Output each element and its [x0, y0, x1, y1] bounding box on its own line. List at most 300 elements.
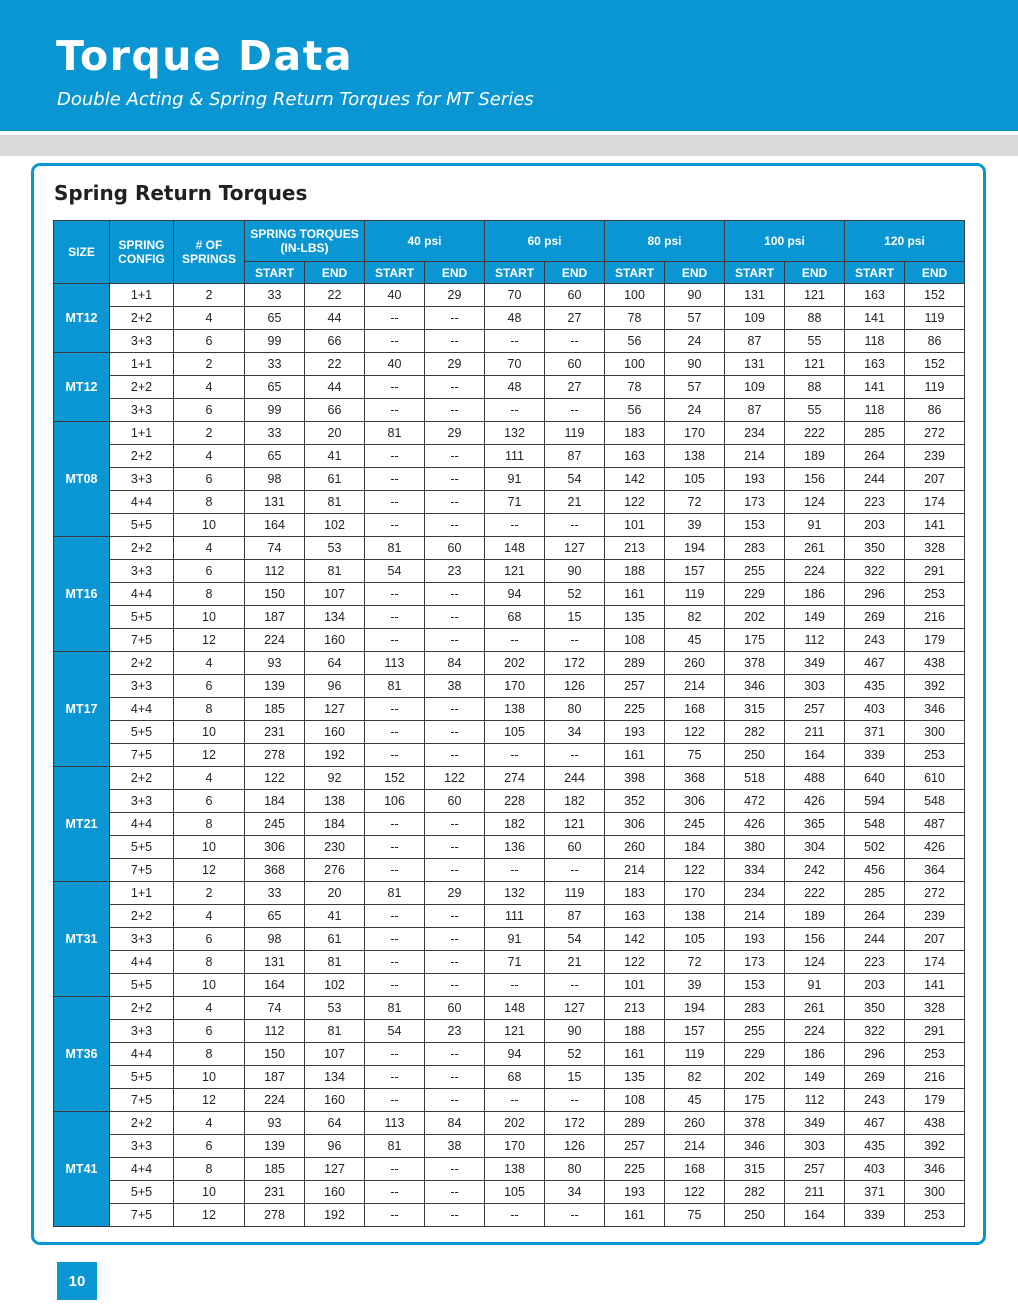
- header-end: END: [905, 262, 965, 284]
- table-cell: 45: [665, 1089, 725, 1112]
- table-cell: 126: [545, 1135, 605, 1158]
- table-cell: 172: [545, 1112, 605, 1135]
- table-cell: --: [425, 836, 485, 859]
- header-end: END: [425, 262, 485, 284]
- table-cell: 61: [305, 468, 365, 491]
- header-pressure-80: 80 psi: [605, 221, 725, 262]
- table-cell: 2+2: [110, 767, 174, 790]
- header-start: START: [725, 262, 785, 284]
- table-cell: --: [425, 744, 485, 767]
- table-cell: 438: [905, 652, 965, 675]
- size-label: MT31: [54, 882, 110, 997]
- table-cell: 170: [485, 675, 545, 698]
- table-cell: 186: [785, 583, 845, 606]
- table-row: [54, 813, 965, 836]
- table-cell: 122: [425, 767, 485, 790]
- table-row: [54, 560, 965, 583]
- table-cell: 80: [545, 698, 605, 721]
- table-cell: 12: [174, 859, 245, 882]
- table-cell: 435: [845, 675, 905, 698]
- table-cell: --: [425, 1204, 485, 1227]
- table-cell: 303: [785, 1135, 845, 1158]
- table-cell: 160: [305, 1089, 365, 1112]
- table-cell: 134: [305, 1066, 365, 1089]
- table-row: [54, 721, 965, 744]
- table-cell: 257: [605, 1135, 665, 1158]
- table-cell: --: [365, 445, 425, 468]
- table-cell: --: [365, 606, 425, 629]
- table-cell: 4: [174, 905, 245, 928]
- table-cell: 225: [605, 1158, 665, 1181]
- table-cell: 29: [425, 882, 485, 905]
- table-row: [54, 836, 965, 859]
- table-cell: 272: [905, 422, 965, 445]
- table-cell: 8: [174, 1043, 245, 1066]
- table-cell: 371: [845, 721, 905, 744]
- table-row: [54, 928, 965, 951]
- table-cell: 264: [845, 445, 905, 468]
- table-cell: --: [425, 606, 485, 629]
- table-cell: 119: [545, 882, 605, 905]
- table-cell: 66: [305, 330, 365, 353]
- table-cell: --: [425, 1066, 485, 1089]
- table-cell: 38: [425, 1135, 485, 1158]
- table-cell: 456: [845, 859, 905, 882]
- table-cell: 192: [305, 744, 365, 767]
- table-cell: 269: [845, 1066, 905, 1089]
- table-cell: 4: [174, 652, 245, 675]
- table-cell: 276: [305, 859, 365, 882]
- table-cell: 41: [305, 445, 365, 468]
- table-cell: 88: [785, 376, 845, 399]
- table-cell: 260: [665, 652, 725, 675]
- table-cell: 55: [785, 399, 845, 422]
- table-cell: 224: [785, 1020, 845, 1043]
- table-cell: 182: [485, 813, 545, 836]
- table-cell: 8: [174, 698, 245, 721]
- table-cell: 152: [905, 284, 965, 307]
- table-cell: 306: [605, 813, 665, 836]
- table-cell: 40: [365, 284, 425, 307]
- table-cell: 142: [605, 928, 665, 951]
- table-cell: 29: [425, 284, 485, 307]
- table-cell: 350: [845, 537, 905, 560]
- header-pressure-100: 100 psi: [725, 221, 845, 262]
- header-end: END: [665, 262, 725, 284]
- table-cell: 8: [174, 951, 245, 974]
- table-row: [54, 997, 965, 1020]
- table-cell: --: [485, 629, 545, 652]
- table-cell: 3+3: [110, 675, 174, 698]
- table-cell: 260: [605, 836, 665, 859]
- table-cell: --: [365, 583, 425, 606]
- table-cell: --: [425, 491, 485, 514]
- table-cell: --: [365, 629, 425, 652]
- table-cell: 93: [245, 1112, 305, 1135]
- table-cell: 224: [245, 1089, 305, 1112]
- table-cell: --: [365, 813, 425, 836]
- table-cell: --: [485, 330, 545, 353]
- table-row: [54, 1135, 965, 1158]
- table-row: [54, 514, 965, 537]
- table-cell: 141: [905, 514, 965, 537]
- table-cell: 1+1: [110, 353, 174, 376]
- table-row: [54, 652, 965, 675]
- table-cell: 182: [545, 790, 605, 813]
- table-cell: 29: [425, 353, 485, 376]
- table-cell: 139: [245, 1135, 305, 1158]
- table-row: [54, 1158, 965, 1181]
- table-cell: 472: [725, 790, 785, 813]
- table-cell: 135: [605, 1066, 665, 1089]
- table-cell: 90: [665, 284, 725, 307]
- table-cell: 187: [245, 606, 305, 629]
- table-cell: 3+3: [110, 399, 174, 422]
- table-cell: 211: [785, 721, 845, 744]
- table-cell: 10: [174, 974, 245, 997]
- header-end: END: [305, 262, 365, 284]
- table-cell: 10: [174, 514, 245, 537]
- table-cell: 6: [174, 1135, 245, 1158]
- size-label: MT08: [54, 422, 110, 537]
- table-cell: 152: [365, 767, 425, 790]
- table-cell: 70: [485, 284, 545, 307]
- table-cell: --: [365, 1066, 425, 1089]
- table-cell: 202: [725, 606, 785, 629]
- table-cell: 7+5: [110, 859, 174, 882]
- table-cell: 2+2: [110, 1112, 174, 1135]
- table-cell: 64: [305, 1112, 365, 1135]
- table-cell: 174: [905, 491, 965, 514]
- table-cell: --: [365, 514, 425, 537]
- table-cell: 81: [365, 675, 425, 698]
- table-cell: 74: [245, 997, 305, 1020]
- table-cell: 122: [605, 491, 665, 514]
- table-cell: 142: [605, 468, 665, 491]
- table-cell: 164: [785, 1204, 845, 1227]
- table-cell: 23: [425, 1020, 485, 1043]
- table-row: [54, 882, 965, 905]
- table-cell: 119: [665, 1043, 725, 1066]
- table-cell: --: [545, 1204, 605, 1227]
- table-cell: 161: [605, 583, 665, 606]
- section-title: Spring Return Torques: [54, 181, 308, 205]
- table-cell: 6: [174, 675, 245, 698]
- table-cell: 4: [174, 537, 245, 560]
- table-cell: 80: [545, 1158, 605, 1181]
- table-cell: 4+4: [110, 491, 174, 514]
- table-cell: 223: [845, 951, 905, 974]
- table-cell: 364: [905, 859, 965, 882]
- table-cell: 6: [174, 330, 245, 353]
- table-cell: 213: [605, 997, 665, 1020]
- table-row: [54, 606, 965, 629]
- header-pressure-40: 40 psi: [365, 221, 485, 262]
- table-cell: 75: [665, 744, 725, 767]
- table-cell: 2: [174, 284, 245, 307]
- table-cell: --: [425, 1181, 485, 1204]
- table-cell: 300: [905, 1181, 965, 1204]
- table-row: [54, 1204, 965, 1227]
- table-cell: 186: [785, 1043, 845, 1066]
- table-cell: --: [545, 744, 605, 767]
- table-cell: 44: [305, 376, 365, 399]
- table-cell: 175: [725, 1089, 785, 1112]
- table-cell: 245: [245, 813, 305, 836]
- header-end: END: [785, 262, 845, 284]
- table-cell: 5+5: [110, 721, 174, 744]
- table-cell: 315: [725, 698, 785, 721]
- table-row: [54, 445, 965, 468]
- table-cell: --: [485, 859, 545, 882]
- table-cell: --: [365, 330, 425, 353]
- table-cell: 179: [905, 1089, 965, 1112]
- table-cell: 3+3: [110, 330, 174, 353]
- table-cell: 214: [665, 675, 725, 698]
- table-cell: 172: [545, 652, 605, 675]
- table-cell: 291: [905, 1020, 965, 1043]
- table-cell: 257: [605, 675, 665, 698]
- table-cell: 91: [485, 468, 545, 491]
- table-cell: 161: [605, 744, 665, 767]
- table-cell: 185: [245, 698, 305, 721]
- table-cell: 24: [665, 330, 725, 353]
- table-cell: 33: [245, 422, 305, 445]
- table-row: [54, 1089, 965, 1112]
- table-cell: 322: [845, 560, 905, 583]
- table-cell: 365: [785, 813, 845, 836]
- table-cell: 216: [905, 1066, 965, 1089]
- table-cell: 160: [305, 1181, 365, 1204]
- header-spring-config: SPRING CONFIG: [110, 221, 174, 284]
- table-cell: 81: [365, 422, 425, 445]
- table-cell: 148: [485, 537, 545, 560]
- table-cell: 100: [605, 284, 665, 307]
- table-cell: 10: [174, 721, 245, 744]
- table-cell: 113: [365, 1112, 425, 1135]
- table-cell: 8: [174, 583, 245, 606]
- table-cell: 304: [785, 836, 845, 859]
- table-cell: 168: [665, 698, 725, 721]
- table-cell: 24: [665, 399, 725, 422]
- table-cell: --: [545, 330, 605, 353]
- table-cell: 5+5: [110, 836, 174, 859]
- table-cell: 54: [545, 928, 605, 951]
- table-cell: 7+5: [110, 629, 174, 652]
- table-cell: 90: [665, 353, 725, 376]
- size-label: MT12: [54, 284, 110, 353]
- table-cell: 2+2: [110, 537, 174, 560]
- table-cell: 1+1: [110, 882, 174, 905]
- table-cell: 60: [545, 836, 605, 859]
- table-row: [54, 675, 965, 698]
- table-cell: 257: [785, 1158, 845, 1181]
- header-start: START: [485, 262, 545, 284]
- table-cell: 5+5: [110, 1181, 174, 1204]
- table-cell: 378: [725, 1112, 785, 1135]
- table-cell: 3+3: [110, 790, 174, 813]
- table-cell: --: [365, 928, 425, 951]
- table-cell: 12: [174, 629, 245, 652]
- table-cell: 111: [485, 445, 545, 468]
- table-cell: 135: [605, 606, 665, 629]
- table-cell: 303: [785, 675, 845, 698]
- table-cell: 86: [905, 330, 965, 353]
- table-cell: 127: [305, 698, 365, 721]
- table-cell: 228: [485, 790, 545, 813]
- table-cell: --: [485, 1089, 545, 1112]
- table-cell: 131: [245, 491, 305, 514]
- table-cell: 4+4: [110, 813, 174, 836]
- table-cell: 306: [665, 790, 725, 813]
- table-cell: 291: [905, 560, 965, 583]
- table-cell: 138: [665, 905, 725, 928]
- table-cell: 60: [425, 790, 485, 813]
- table-cell: 7+5: [110, 1204, 174, 1227]
- table-cell: 65: [245, 445, 305, 468]
- table-cell: 188: [605, 560, 665, 583]
- table-cell: 141: [845, 307, 905, 330]
- table-cell: 111: [485, 905, 545, 928]
- table-cell: 81: [365, 997, 425, 1020]
- table-cell: 52: [545, 583, 605, 606]
- table-cell: --: [425, 721, 485, 744]
- table-cell: 27: [545, 307, 605, 330]
- table-cell: 350: [845, 997, 905, 1020]
- table-cell: 102: [305, 974, 365, 997]
- table-cell: 141: [905, 974, 965, 997]
- table-row: [54, 353, 965, 376]
- table-cell: 392: [905, 1135, 965, 1158]
- table-cell: 184: [665, 836, 725, 859]
- table-cell: 285: [845, 422, 905, 445]
- table-cell: --: [365, 491, 425, 514]
- table-cell: 229: [725, 1043, 785, 1066]
- table-cell: 33: [245, 284, 305, 307]
- table-cell: 223: [845, 491, 905, 514]
- header-start: START: [365, 262, 425, 284]
- table-cell: 54: [365, 560, 425, 583]
- table-cell: 548: [845, 813, 905, 836]
- table-cell: 45: [665, 629, 725, 652]
- table-cell: 81: [305, 951, 365, 974]
- table-cell: 124: [785, 951, 845, 974]
- table-cell: 231: [245, 721, 305, 744]
- size-label: MT17: [54, 652, 110, 767]
- table-cell: 193: [605, 1181, 665, 1204]
- table-row: [54, 790, 965, 813]
- table-cell: --: [425, 951, 485, 974]
- table-cell: 250: [725, 744, 785, 767]
- table-row: [54, 698, 965, 721]
- table-cell: 187: [245, 1066, 305, 1089]
- table-cell: 2+2: [110, 905, 174, 928]
- table-cell: --: [425, 468, 485, 491]
- table-cell: 70: [485, 353, 545, 376]
- table-cell: 68: [485, 606, 545, 629]
- table-cell: 426: [785, 790, 845, 813]
- table-cell: 261: [785, 997, 845, 1020]
- table-cell: --: [425, 399, 485, 422]
- table-cell: 283: [725, 997, 785, 1020]
- table-cell: 346: [725, 1135, 785, 1158]
- table-cell: 132: [485, 422, 545, 445]
- table-cell: 260: [665, 1112, 725, 1135]
- table-cell: 392: [905, 675, 965, 698]
- table-cell: 8: [174, 491, 245, 514]
- table-cell: 138: [305, 790, 365, 813]
- header-end: END: [545, 262, 605, 284]
- table-cell: 202: [725, 1066, 785, 1089]
- table-cell: 127: [545, 537, 605, 560]
- table-cell: 488: [785, 767, 845, 790]
- table-cell: 84: [425, 652, 485, 675]
- table-cell: --: [365, 836, 425, 859]
- table-cell: 160: [305, 629, 365, 652]
- table-cell: 163: [605, 905, 665, 928]
- table-cell: 61: [305, 928, 365, 951]
- table-cell: 21: [545, 951, 605, 974]
- table-cell: 96: [305, 1135, 365, 1158]
- table-cell: 57: [665, 307, 725, 330]
- table-cell: --: [425, 698, 485, 721]
- table-cell: 131: [245, 951, 305, 974]
- table-cell: 269: [845, 606, 905, 629]
- table-cell: 189: [785, 445, 845, 468]
- table-cell: 594: [845, 790, 905, 813]
- table-cell: 403: [845, 1158, 905, 1181]
- table-cell: 5+5: [110, 606, 174, 629]
- table-row: [54, 330, 965, 353]
- table-cell: --: [425, 307, 485, 330]
- table-cell: 81: [305, 1020, 365, 1043]
- table-cell: 7+5: [110, 1089, 174, 1112]
- table-cell: 426: [725, 813, 785, 836]
- table-cell: 255: [725, 560, 785, 583]
- table-row: [54, 537, 965, 560]
- table-cell: 41: [305, 905, 365, 928]
- table-cell: 15: [545, 1066, 605, 1089]
- table-cell: --: [365, 859, 425, 882]
- table-cell: 5+5: [110, 1066, 174, 1089]
- table-cell: 40: [365, 353, 425, 376]
- table-cell: 119: [905, 307, 965, 330]
- table-cell: 231: [245, 1181, 305, 1204]
- table-row: [54, 1066, 965, 1089]
- table-cell: 149: [785, 1066, 845, 1089]
- page-subtitle: Double Acting & Spring Return Torques for MT Series: [57, 89, 534, 110]
- table-cell: 54: [545, 468, 605, 491]
- table-cell: --: [365, 1089, 425, 1112]
- table-cell: --: [425, 629, 485, 652]
- table-cell: 138: [485, 698, 545, 721]
- table-cell: 168: [665, 1158, 725, 1181]
- table-cell: 99: [245, 330, 305, 353]
- table-cell: 398: [605, 767, 665, 790]
- table-cell: 34: [545, 721, 605, 744]
- table-cell: 334: [725, 859, 785, 882]
- table-cell: 257: [785, 698, 845, 721]
- table-cell: 22: [305, 353, 365, 376]
- table-cell: 6: [174, 399, 245, 422]
- table-cell: 94: [485, 583, 545, 606]
- table-cell: --: [425, 1043, 485, 1066]
- table-cell: 346: [725, 675, 785, 698]
- table-row: [54, 422, 965, 445]
- table-cell: 121: [545, 813, 605, 836]
- table-cell: 10: [174, 1066, 245, 1089]
- table-cell: 119: [665, 583, 725, 606]
